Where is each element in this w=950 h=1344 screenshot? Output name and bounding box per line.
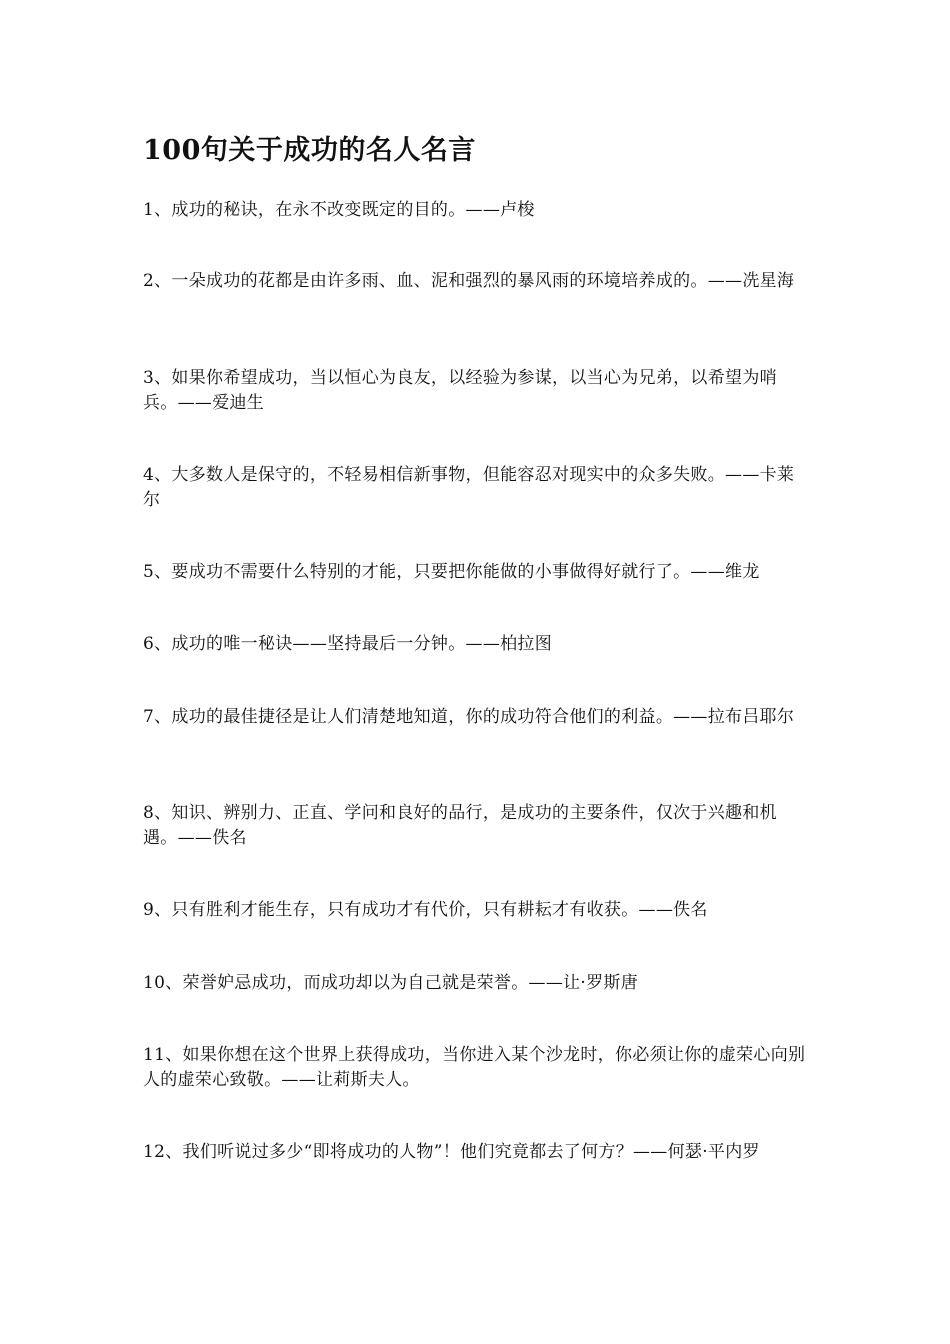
- quote-9: 9、只有胜利才能生存，只有成功才有代价，只有耕耘才有收获。——佚名: [143, 900, 708, 920]
- document-title: 100句关于成功的名人名言: [143, 135, 476, 166]
- quote-6: 6、成功的唯一秘诀——坚持最后一分钟。——柏拉图: [143, 634, 553, 654]
- quote-7: 7、成功的最佳捷径是让人们清楚地知道，你的成功符合他们的利益。——拉布吕耶尔: [143, 707, 795, 727]
- quote-8: 8、知识、辨别力、正直、学问和良好的品行，是成功的主要条件，仅次于兴趣和机遇。——佚名: [143, 803, 777, 848]
- quote-3: 3、如果你希望成功，当以恒心为良友，以经验为参谋，以当心为兄弟，以希望为哨兵。——爱迪生: [143, 368, 777, 413]
- quote-2: 2、一朵成功的花都是由许多雨、血、泥和强烈的暴风雨的环境培养成的。——冼星海: [143, 271, 795, 291]
- quote-4: 4、大多数人是保守的，不轻易相信新事物，但能容忍对现实中的众多失败。——卡莱尔: [143, 465, 795, 510]
- quote-12: 12、我们听说过多少“即将成功的人物”！他们究竟都去了何方？——何瑟·平内罗: [143, 1142, 760, 1162]
- quote-11: 11、如果你想在这个世界上获得成功，当你进入某个沙龙时，你必须让你的虚荣心向别人的虚荣心致敬。——让莉斯夫人。: [143, 1045, 806, 1090]
- quote-5: 5、要成功不需要什么特别的才能，只要把你能做的小事做得好就行了。——维龙: [143, 562, 760, 582]
- quote-10: 10、荣誉妒忌成功，而成功却以为自己就是荣誉。——让·罗斯唐: [143, 973, 639, 993]
- quote-1: 1、成功的秘诀，在永不改变既定的目的。——卢梭: [143, 200, 535, 220]
